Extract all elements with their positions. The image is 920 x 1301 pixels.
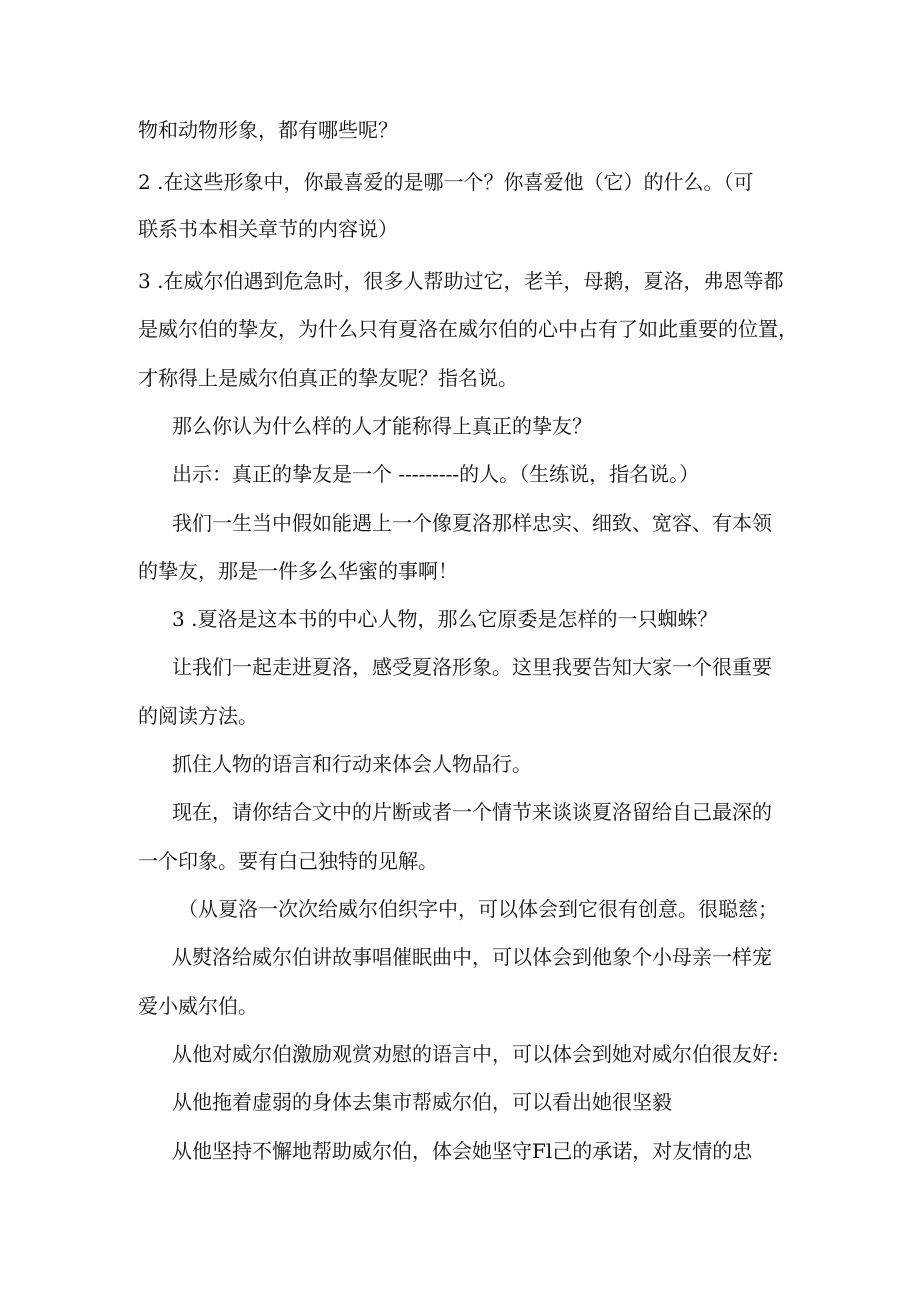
text-line-10: 的挚友，那是一件多么华蜜的事啊！: [138, 559, 458, 583]
text-line-8: 出示：真正的挚友是一个 ---------的人。（生练说，指名说。）: [172, 462, 700, 486]
text-line-20: 从他对威尔伯激励观赏劝慰的语言中，可以体会到她对威尔伯很友好:: [172, 1042, 779, 1066]
text-line-12: 让我们一起走进夏洛，感受夏洛形象。这里我要告知大家一个很重要: [172, 655, 772, 679]
text-line-5: 是威尔伯的挚友，为什么只有夏洛在威尔伯的心中占有了如此重要的位置，: [138, 317, 798, 341]
text-line-17: （从夏洛一次次给威尔伯织字中，可以体会到它很有创意。很聪慈；: [178, 897, 778, 921]
text-line-2: 2 .在这些形象中，你最喜爱的是哪一个？你喜爱他（它）的什么。（可: [138, 170, 754, 194]
text-line-15: 现在，请你结合文中的片断或者一个情节来谈谈夏洛留给自己最深的: [172, 800, 772, 824]
text-line-7: 那么你认为什么样的人才能称得上真正的挚友？: [172, 414, 592, 438]
text-line-21: 从他拖着虚弱的身体去集市帮威尔伯，可以看出她很坚毅: [172, 1090, 672, 1114]
text-line-14: 抓住人物的语言和行动来体会人物品行。: [172, 752, 532, 776]
text-line-22: 从他坚持不懈地帮助威尔伯，体会她坚守Fl己的承诺，对友情的忠: [172, 1139, 753, 1163]
text-line-1: 物和动物形象，都有哪些呢？: [138, 118, 398, 142]
text-line-16: 一个印象。要有白己独特的见解。: [138, 849, 438, 873]
text-line-19: 爱小威尔伯。: [138, 994, 258, 1018]
text-line-13: 的阅读方法。: [138, 704, 258, 728]
text-line-18: 从熨洛给威尔伯讲故事唱催眠曲中，可以体会到他象个小母亲一样宠: [172, 945, 772, 969]
text-line-11: 3 .夏洛是这本书的中心人物，那么它原委是怎样的一只蜘蛛？: [172, 607, 718, 631]
text-line-3: 联系书本相关章节的内容说）: [138, 217, 398, 241]
text-line-9: 我们一生当中假如能遇上一个像夏洛那样忠实、细致、宽容、有本领: [172, 511, 772, 535]
text-line-6: 才称得上是威尔伯真正的挚友呢？指名说。: [138, 366, 518, 390]
text-line-4: 3 .在威尔伯遇到危急时，很多人帮助过它，老羊，母鹅，夏洛，弗恩等都: [138, 269, 784, 293]
